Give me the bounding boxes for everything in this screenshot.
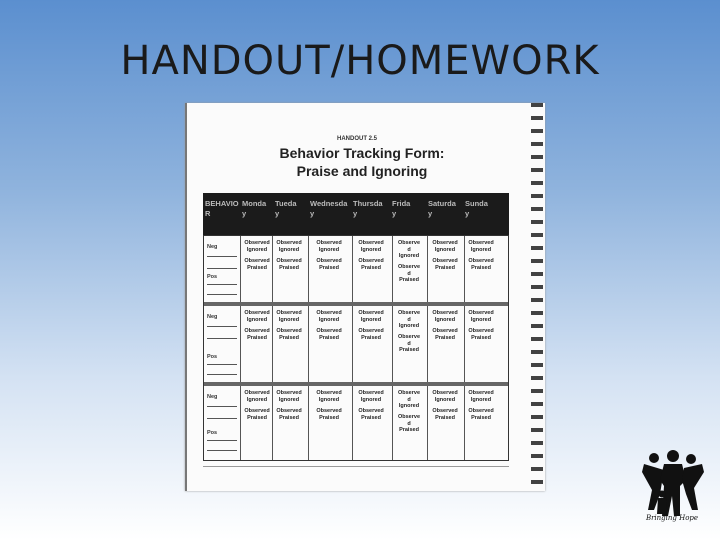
write-in-line <box>207 374 237 375</box>
observed-ignored-cell: Observed Ignored <box>358 310 384 323</box>
footer-rule <box>203 466 509 467</box>
observed-ignored-cell: Observed Ignored <box>276 240 302 253</box>
column-divider <box>392 236 393 460</box>
spiral-binding <box>531 103 543 491</box>
observed-praised-cell: Observed Praised <box>316 328 342 341</box>
write-in-line <box>207 440 237 441</box>
header-cell: Wednesda y <box>310 199 348 218</box>
observed-ignored-cell: Observed Ignored <box>358 240 384 253</box>
observed-ignored-cell: Observed Ignored <box>316 310 342 323</box>
row-separator <box>204 302 508 306</box>
observed-ignored-cell: Observed Ignored <box>316 240 342 253</box>
observed-praised-cell: Observed Praised <box>244 258 270 271</box>
write-in-line <box>207 256 237 257</box>
write-in-line <box>207 364 237 365</box>
handout-number: HANDOUT 2.5 <box>337 136 378 142</box>
observed-ignored-cell: Observe d Ignored <box>397 390 420 409</box>
handout-title-line2: Praise and Ignoring <box>296 163 428 179</box>
header-cell: Saturda y <box>428 199 456 218</box>
write-in-line <box>207 450 237 451</box>
pos-label: Pos <box>207 430 218 436</box>
observed-praised-cell: Observe d Praised <box>397 264 420 283</box>
handout-image <box>185 103 545 491</box>
pos-label: Pos <box>207 354 218 360</box>
observed-ignored-cell: Observed Ignored <box>244 310 270 323</box>
write-in-line <box>207 418 237 419</box>
pos-label: Pos <box>207 274 218 280</box>
observed-praised-cell: Observe d Praised <box>397 334 420 353</box>
observed-ignored-cell: Observed Ignored <box>468 310 494 323</box>
observed-ignored-cell: Observe d Ignored <box>397 240 420 259</box>
observed-ignored-cell: Observed Ignored <box>468 390 494 403</box>
column-divider <box>352 236 353 460</box>
column-divider <box>308 236 309 460</box>
neg-label: Neg <box>207 314 218 320</box>
observed-praised-cell: Observed Praised <box>244 408 270 421</box>
header-cell: Tueda y <box>275 199 297 218</box>
logo-text: Bringing Hope <box>645 514 699 522</box>
observed-ignored-cell: Observed Ignored <box>276 390 302 403</box>
column-divider <box>272 236 273 460</box>
tracking-table <box>203 235 509 461</box>
observed-ignored-cell: Observed Ignored <box>244 240 270 253</box>
header-cell: Thursda y <box>353 199 383 218</box>
observed-praised-cell: Observe d Praised <box>397 414 420 433</box>
column-divider <box>240 236 241 460</box>
write-in-line <box>207 294 237 295</box>
observed-ignored-cell: Observed Ignored <box>244 390 270 403</box>
write-in-line <box>207 338 237 339</box>
column-divider <box>464 236 465 460</box>
observed-ignored-cell: Observe d Ignored <box>397 310 420 329</box>
observed-praised-cell: Observed Praised <box>432 258 458 271</box>
header-cell: BEHAVIO R <box>205 199 239 218</box>
observed-praised-cell: Observed Praised <box>358 328 384 341</box>
neg-label: Neg <box>207 394 218 400</box>
observed-praised-cell: Observed Praised <box>276 408 302 421</box>
row-separator <box>204 382 508 386</box>
observed-praised-cell: Observed Praised <box>316 258 342 271</box>
observed-praised-cell: Observed Praised <box>276 328 302 341</box>
slide-title: HANDOUT/HOMEWORK <box>120 38 600 84</box>
observed-ignored-cell: Observed Ignored <box>276 310 302 323</box>
observed-praised-cell: Observed Praised <box>432 328 458 341</box>
observed-ignored-cell: Observed Ignored <box>358 390 384 403</box>
header-cell: Sunda y <box>465 199 488 218</box>
table-header <box>203 193 509 235</box>
observed-praised-cell: Observed Praised <box>276 258 302 271</box>
handout-title-line1: Behavior Tracking Form: <box>279 145 445 161</box>
observed-ignored-cell: Observed Ignored <box>432 310 458 323</box>
write-in-line <box>207 268 237 269</box>
observed-praised-cell: Observed Praised <box>316 408 342 421</box>
column-divider <box>427 236 428 460</box>
observed-praised-cell: Observed Praised <box>244 328 270 341</box>
write-in-line <box>207 326 237 327</box>
observed-praised-cell: Observed Praised <box>432 408 458 421</box>
write-in-line <box>207 284 237 285</box>
observed-ignored-cell: Observed Ignored <box>432 390 458 403</box>
neg-label: Neg <box>207 244 218 250</box>
observed-ignored-cell: Observed Ignored <box>468 240 494 253</box>
header-cell: Monda y <box>242 199 267 218</box>
observed-ignored-cell: Observed Ignored <box>316 390 342 403</box>
observed-ignored-cell: Observed Ignored <box>432 240 458 253</box>
write-in-line <box>207 406 237 407</box>
observed-praised-cell: Observed Praised <box>358 258 384 271</box>
observed-praised-cell: Observed Praised <box>358 408 384 421</box>
observed-praised-cell: Observed Praised <box>468 328 494 341</box>
header-cell: Frida y <box>392 199 411 218</box>
observed-praised-cell: Observed Praised <box>468 258 494 271</box>
observed-praised-cell: Observed Praised <box>468 408 494 421</box>
